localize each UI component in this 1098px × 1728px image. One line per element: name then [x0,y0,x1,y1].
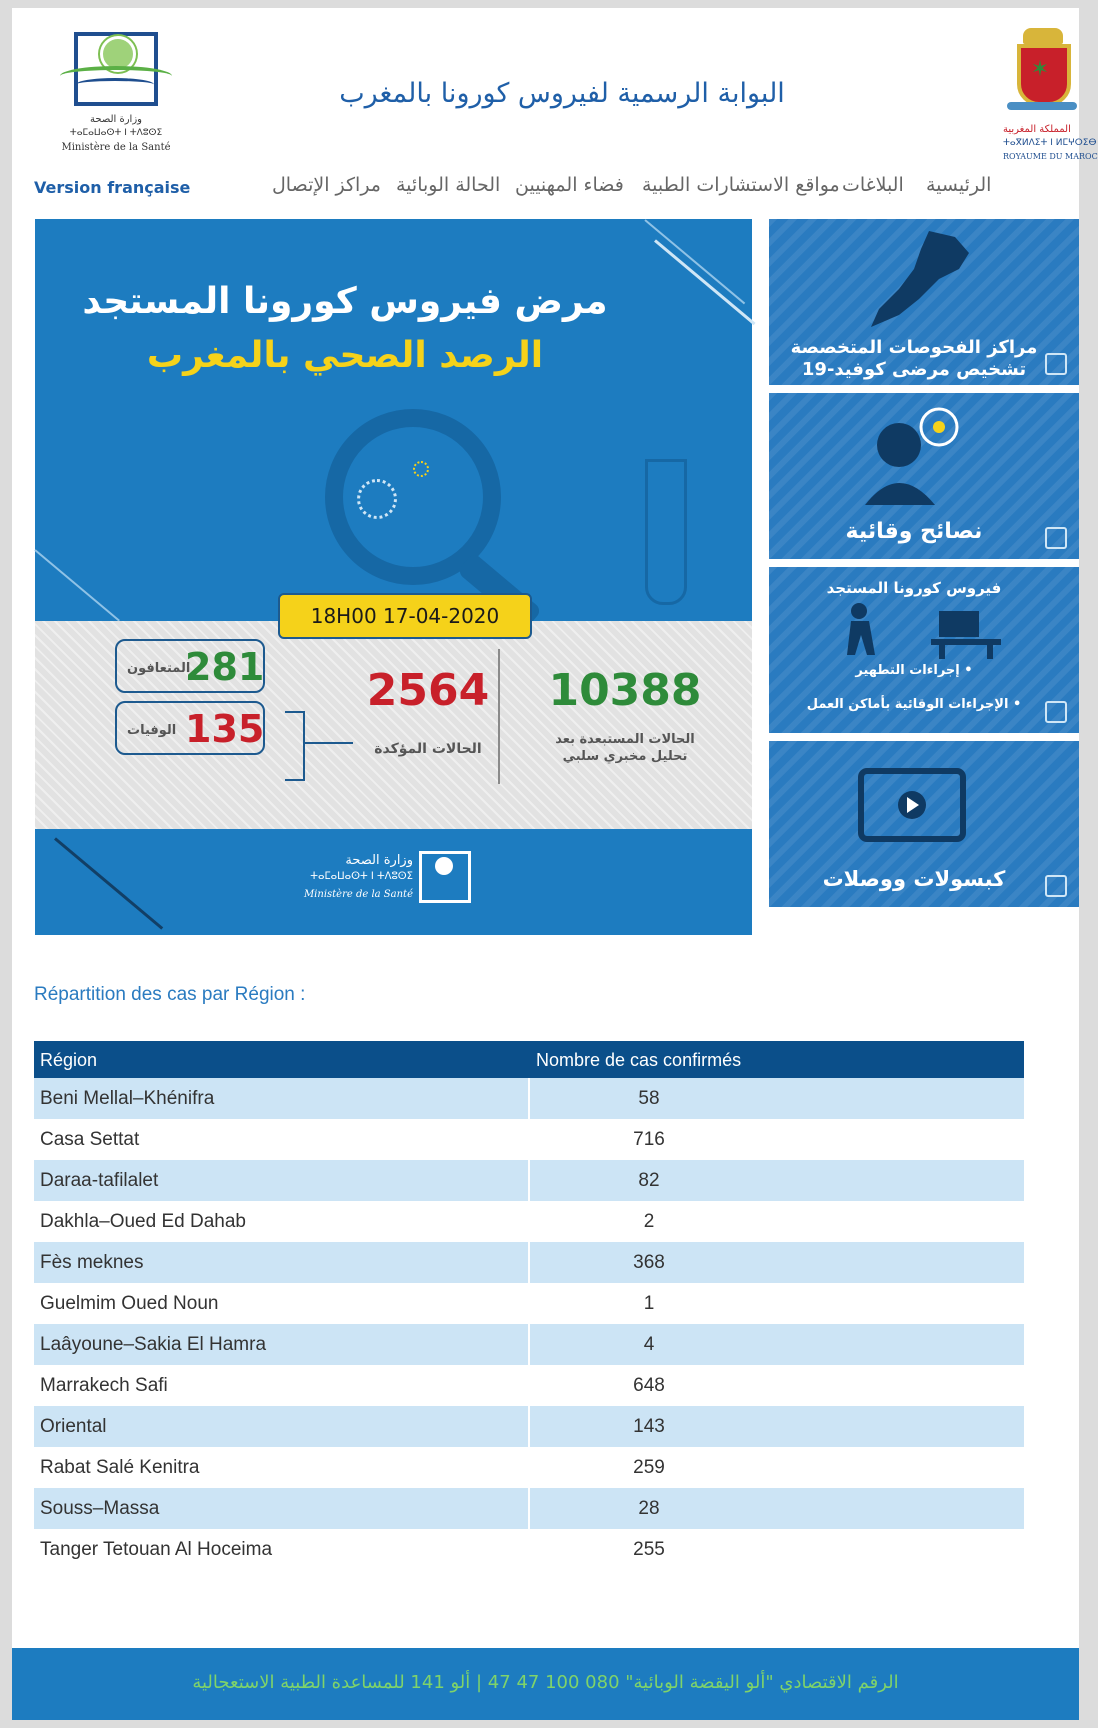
person-lightbulb-icon [859,405,969,505]
morocco-map-icon [859,229,979,329]
banner-ministry-logo [289,851,489,915]
table-row [34,1529,1024,1570]
region-cases: 82 [638,1170,660,1191]
region-cases: 648 [633,1375,665,1396]
region-cases: 58 [638,1088,660,1109]
logo-wave-blue [76,78,154,91]
banner-subtitle: الرصد الصحي بالمغرب [146,335,544,376]
table-row [34,1078,1024,1119]
tile-video-capsules[interactable] [769,741,1079,907]
excluded-label-line1: الحالات المستبعدة بعد [555,732,695,747]
column-separator [528,1242,530,1283]
column-separator [528,1078,530,1119]
region-cases: 255 [633,1539,665,1560]
region-cases: 259 [633,1457,665,1478]
bracket-connector [303,742,353,744]
star-icon: ✶ [1030,57,1050,82]
column-separator [528,1365,530,1406]
region-name: Rabat Salé Kenitra [40,1457,200,1478]
emblem-french: ROYAUME DU MAROC [1003,152,1098,161]
table-row [34,1160,1024,1201]
region-cases: 4 [643,1334,655,1355]
ministry-logo-french: Ministère de la Santé [61,142,171,153]
recovered-label: المتعافون [127,661,191,676]
excluded-cases-count: 10388 [548,665,702,716]
tile-disinfection-line1: فيروس كورونا المستجد [826,579,1002,597]
decorative-line [34,549,120,621]
decorative-line [654,239,756,325]
banner-title: مرض فيروس كورونا المستجد [82,281,608,322]
column-separator [528,1160,530,1201]
column-separator [528,1201,530,1242]
nav-item-professionals[interactable]: فضاء المهنيين [515,174,624,196]
table-row [34,1324,1024,1365]
region-name: Dakhla–Oued Ed Dahab [40,1211,246,1232]
region-cases: 28 [638,1498,660,1519]
corner-logo-icon [1045,353,1067,375]
column-separator [528,1406,530,1447]
emblem-banner [1007,102,1077,110]
tile-prevention-tips[interactable] [769,393,1079,559]
table-row [34,1201,1024,1242]
test-tube-icon [645,459,687,605]
region-name: Tanger Tetouan Al Hoceima [40,1539,273,1560]
region-cases: 2 [643,1211,655,1232]
banner-ministry-tifinagh: ⵜⴰⵎⴰⵡⴰⵙⵜ ⵏ ⵜⴷⵓⵙⵉ [310,871,413,882]
footer [12,1648,1079,1720]
logo-sun-icon [435,857,453,875]
region-cases: 716 [633,1129,665,1150]
epidemic-status-banner[interactable] [35,219,752,935]
column-separator [528,1324,530,1365]
region-name: Souss–Massa [40,1498,160,1519]
bracket-connector [285,711,305,781]
crown-icon [1023,28,1063,44]
nav-item-announcements[interactable]: البلاغات [842,174,904,196]
excluded-label-line2: تحليل مخبري سلبي [562,749,688,764]
page [12,8,1098,1720]
excluded-cases-label [535,731,715,765]
tile-disinfection-line3: • الإجراءات الوقائية بأماكن العمل [806,697,1022,712]
nav-item-home[interactable]: الرئيسية [926,174,992,196]
ministry-logo-tifinagh: ⵜⴰⵎⴰⵡⴰⵙⵜ ⵏ ⵜⴷⵓⵙⵉ [69,128,163,138]
region-name: Oriental [40,1416,107,1437]
region-cases: 1 [643,1293,655,1314]
regions-table [34,1041,1024,1570]
emblem-arabic: المملكة المغربية [1003,124,1071,135]
decorative-line [644,219,745,304]
virus-icon [357,479,397,519]
regions-section-title: Répartition des cas par Région : [34,984,306,1005]
royal-emblem [997,22,1097,162]
region-name: Daraa-tafilalet [40,1170,159,1191]
main-nav [272,174,1072,204]
region-name: Laâyoune–Sakia El Hamra [40,1334,267,1355]
recovered-card [115,639,265,693]
banner-ministry-french: Ministère de la Santé [303,889,413,900]
footer-hotlines[interactable]: الرقم الاقتصادي "ألو اليقضة الوبائية" 080 100 47 47 | ألو 141 للمساعدة الطبية الاستعجالية [192,1672,899,1693]
virus-icon [413,461,429,477]
region-cases: 143 [633,1416,665,1437]
recovered-count: 281 [185,645,265,689]
emblem-tifinagh: ⵜⴰⴳⵍⴷⵉⵜ ⵏ ⵍⵎⵖⵔⵉⴱ [1003,138,1097,148]
column-separator [528,1283,530,1324]
nav-item-medical-consultations[interactable]: مواقع الاستشارات الطبية [642,174,840,196]
region-cases: 368 [633,1252,665,1273]
table-row [34,1365,1024,1406]
region-name: Marrakech Safi [40,1375,168,1396]
column-separator [528,1529,530,1570]
tile-disinfection-line2: • إجراءات التطهير [855,663,973,678]
region-name: Beni Mellal–Khénifra [40,1088,215,1109]
table-row [34,1283,1024,1324]
tile-prevention-tips-label: نصائح وقائية [845,519,983,544]
region-name: Guelmim Oued Noun [40,1293,219,1314]
tile-testing-centers[interactable] [769,219,1079,385]
table-row [34,1488,1024,1529]
date-badge: 18H00 17-04-2020 [278,593,532,639]
header-cases: Nombre de cas confirmés [536,1050,742,1070]
ministry-logo[interactable] [56,22,176,162]
table-row [34,1447,1024,1488]
corner-logo-icon [1045,701,1067,723]
region-name: Casa Settat [40,1129,140,1150]
deaths-count: 135 [185,707,265,751]
portal-title: البوابة الرسمية لفيروس كورونا بالمغرب [339,78,785,109]
table-body [34,1078,1024,1570]
table-row [34,1242,1024,1283]
nav-item-epidemic-status[interactable]: الحالة الوبائية [396,174,501,196]
nav-item-call-centers[interactable]: مراكز الإتصال [272,174,381,196]
banner-ministry-arabic: وزارة الصحة [345,853,413,868]
decorative-line [54,837,163,929]
tile-video-capsules-label: كبسولات ووصلات [822,867,1006,891]
version-francaise-link[interactable]: Version française [34,178,191,197]
table-row [34,1119,1024,1160]
corner-logo-icon [1045,527,1067,549]
deaths-card [115,701,265,755]
table-row [34,1406,1024,1447]
table-header [34,1041,1024,1078]
ministry-logo-arabic: وزارة الصحة [90,114,142,125]
tile-testing-centers-line1: مراكز الفحوصات المتخصصة [790,337,1038,358]
tile-testing-centers-line2: تشخيص مرضى كوفيد-19 [801,359,1027,380]
region-name: Fès meknes [40,1252,144,1273]
disinfection-icon [839,601,1019,661]
tile-disinfection[interactable] [769,567,1079,733]
deaths-label: الوفيات [127,723,177,738]
header-region: Région [40,1050,98,1070]
confirmed-cases-count: 2564 [366,665,490,716]
column-separator [528,1488,530,1529]
confirmed-cases-label: الحالات المؤكدة [374,741,482,757]
corner-logo-icon [1045,875,1067,897]
column-separator [528,1447,530,1488]
column-separator [528,1119,530,1160]
video-play-icon [857,767,967,843]
